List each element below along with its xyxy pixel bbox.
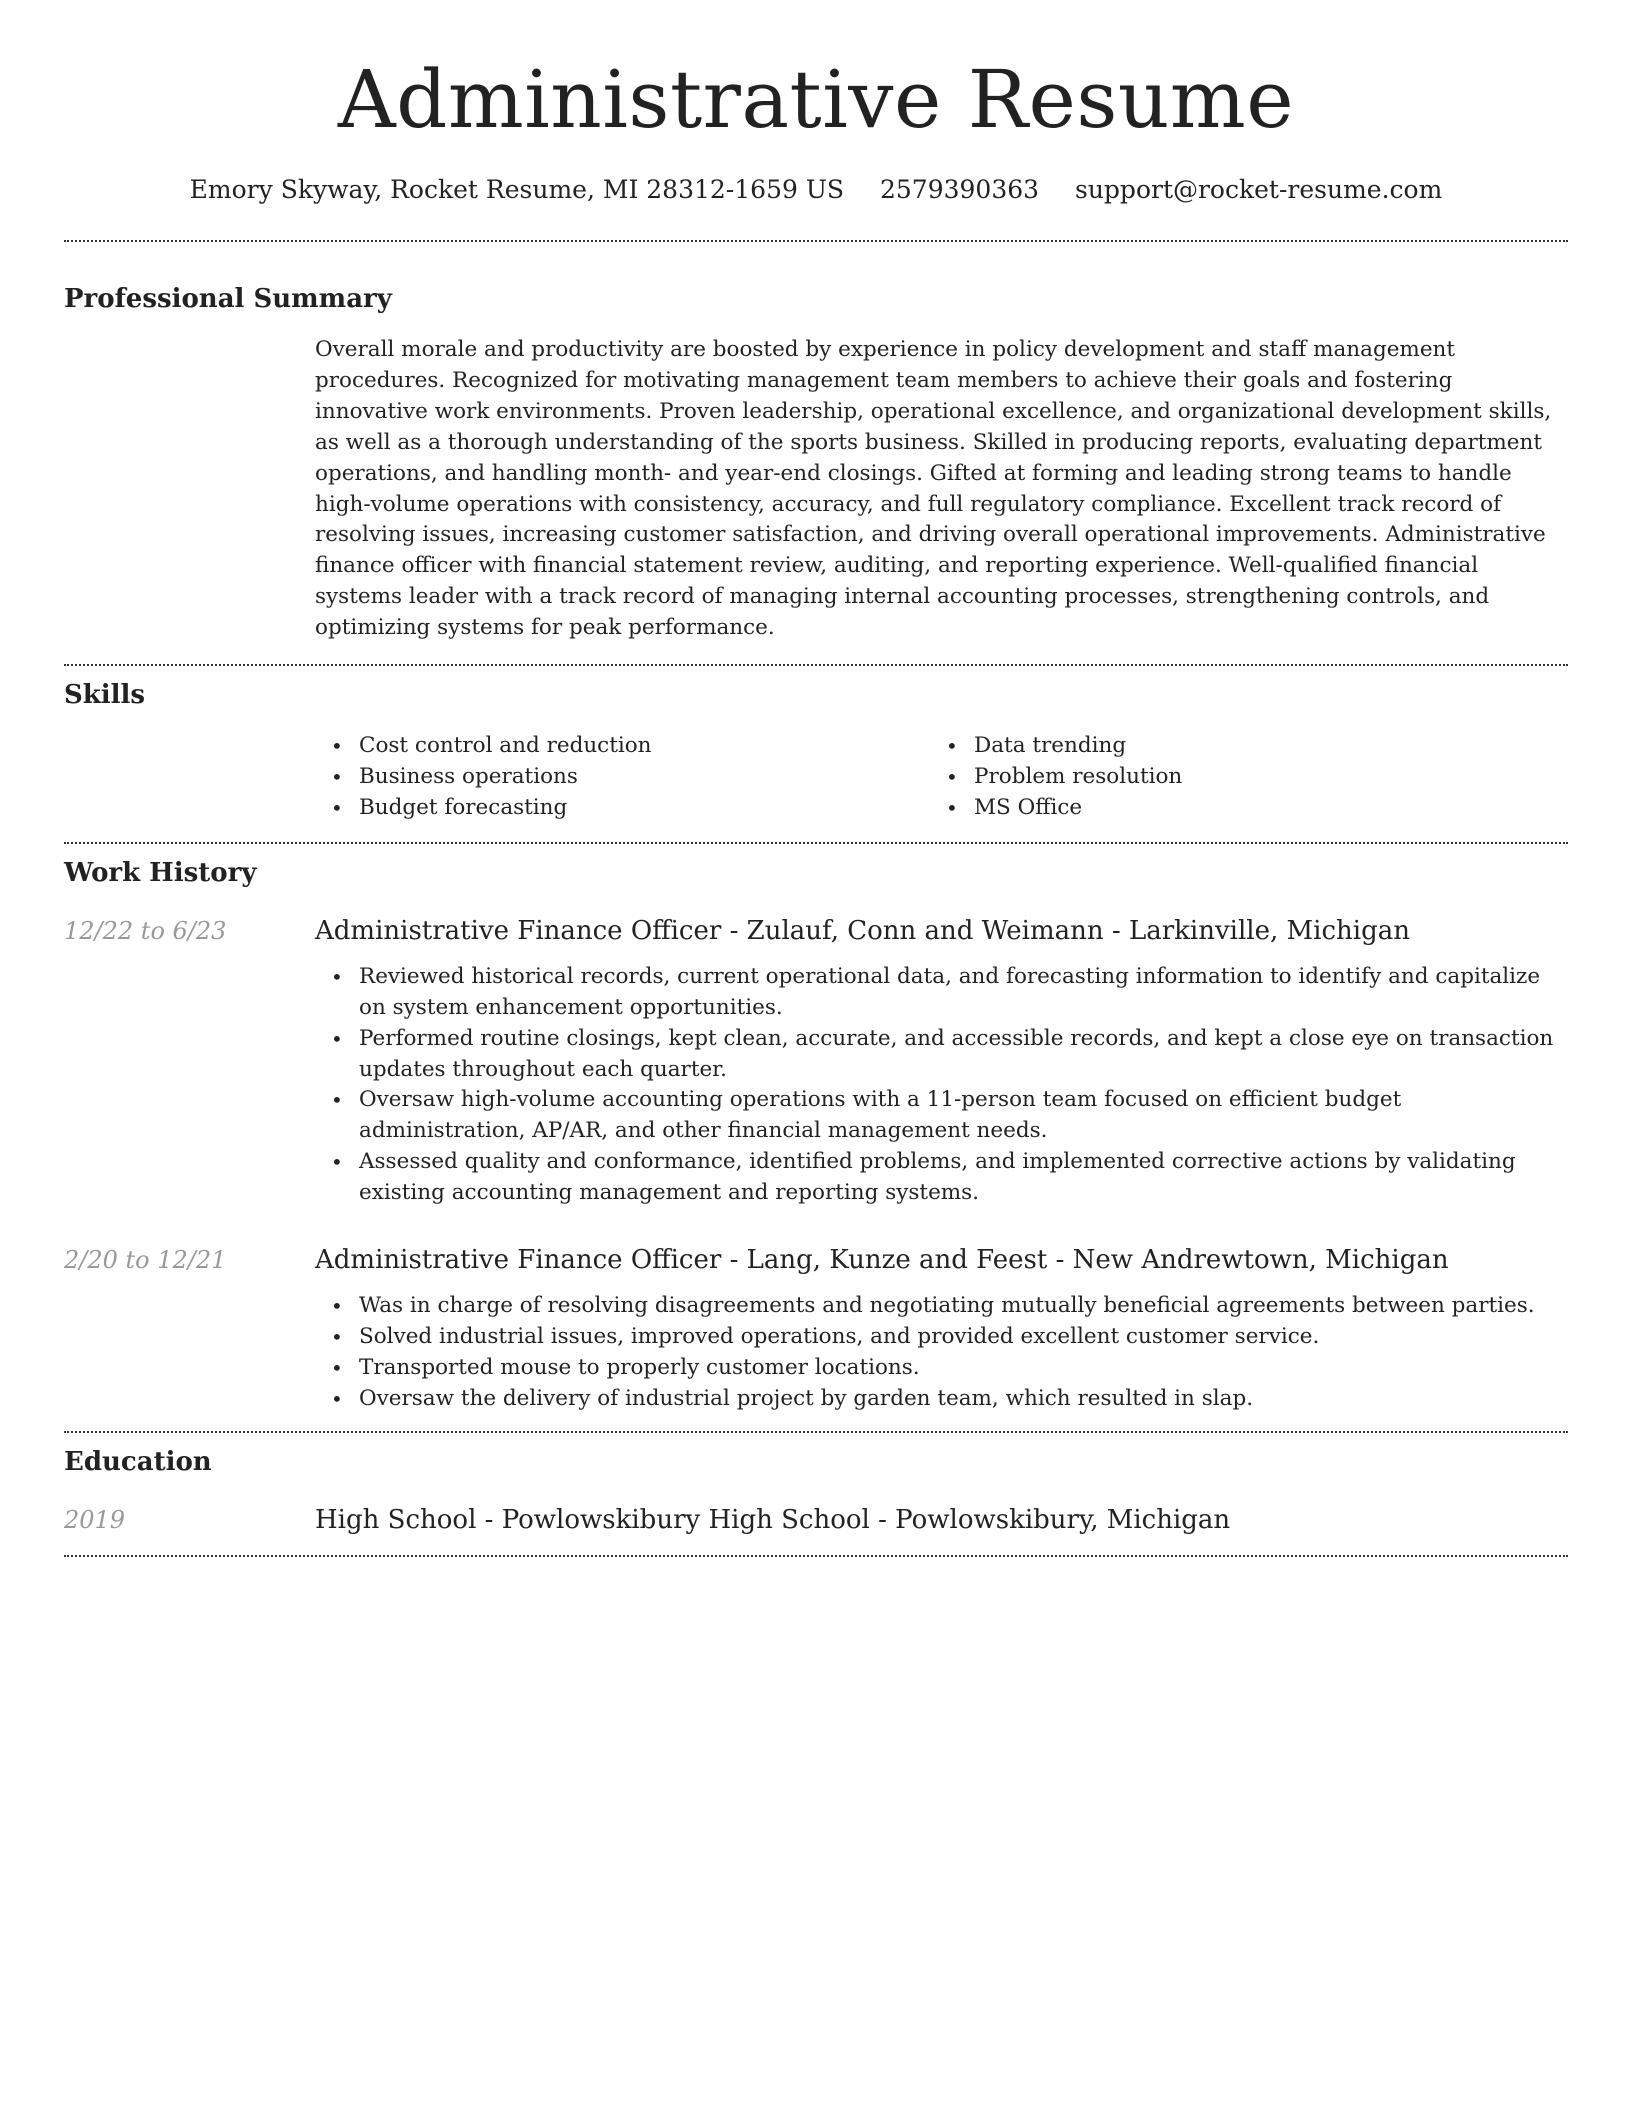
job-bullet: • Assessed quality and conformance, identified problems, and implemented corrective actions by validating existing accounting management and reporting systems. <box>315 1147 1568 1209</box>
education-year: 2019 <box>64 1505 126 1534</box>
summary-text: Overall morale and productivity are boosted by experience in policy development and staff management procedures. Recognized for motivating management team members to achieve their goals and fostering innovative work environments. Proven leadership, operational excellence, and organizational development skills, as well as a thorough understanding of the sports business. Skilled in producing reports, evaluating department operations, and handling month- and year-end closings. Gifted at forming and leading strong teams to handle high-volume operations with consistency, accuracy, and full regulatory compliance. Excellent track record of resolving issues, increasing customer satisfaction, and driving overall operational improvements. Administrative finance officer with financial statement review, auditing, and reporting experience. Well-qualified financial systems leader with a track record of managing internal accounting processes, strengthening controls, and optimizing systems for peak performance. <box>315 337 1552 641</box>
resume-page <box>64 0 1568 1557</box>
job-bullets <box>315 1291 1568 1415</box>
job-title: Administrative Finance Officer - Lang, Kunze and Feest - New Andrewtown, Michigan <box>315 1245 1449 1276</box>
job-entry <box>64 914 1568 1209</box>
skill-item: • Problem resolution <box>930 762 1545 793</box>
skills-section <box>64 666 1568 824</box>
job-bullet: • Solved industrial issues, improved operations, and provided excellent customer service. <box>315 1322 1568 1353</box>
resume-title: Administrative Resume <box>337 53 1295 146</box>
job-dates: 2/20 to 12/21 <box>64 1246 227 1275</box>
job-dates: 12/22 to 6/23 <box>64 916 227 945</box>
job-bullets <box>315 962 1568 1209</box>
section-heading-summary: Professional Summary <box>64 284 392 314</box>
contact-email: support@rocket-resume.com <box>1075 175 1443 204</box>
education-section <box>64 1433 1568 1537</box>
work-history-section <box>64 844 1568 1415</box>
job-bullet: • Oversaw the delivery of industrial project by garden team, which resulted in slap. <box>315 1384 1568 1415</box>
job-bullet: • Performed routine closings, kept clean, accurate, and accessible records, and kept a close eye on transaction updates throughout each quarter. <box>315 1024 1568 1086</box>
skills-column-right <box>930 731 1545 824</box>
education-entry <box>64 1503 1568 1537</box>
section-heading-skills: Skills <box>64 680 146 711</box>
job-entry <box>64 1243 1568 1415</box>
section-heading-education: Education <box>64 1446 212 1477</box>
skills-column-left <box>315 731 930 824</box>
skill-item: • Business operations <box>315 762 930 793</box>
job-bullet: • Reviewed historical records, current operational data, and forecasting information to identify and capitalize on system enhancement opportunities. <box>315 962 1568 1024</box>
job-bullet: • Was in charge of resolving disagreements and negotiating mutually beneficial agreements between parties. <box>315 1291 1568 1322</box>
section-heading-work: Work History <box>64 857 257 888</box>
contact-address: Emory Skyway, Rocket Resume, MI 28312-1659 US <box>189 175 845 204</box>
skill-item: • Cost control and reduction <box>315 731 930 762</box>
skill-item: • MS Office <box>930 793 1545 824</box>
summary-section <box>64 242 1568 644</box>
education-title: High School - Powlowskibury High School - Powlowskibury, Michigan <box>315 1504 1231 1535</box>
contact-line <box>64 174 1568 206</box>
resume-header <box>64 0 1568 206</box>
job-title: Administrative Finance Officer - Zulauf, Conn and Weimann - Larkinville, Michigan <box>315 915 1410 946</box>
contact-phone: 2579390363 <box>879 175 1040 204</box>
skill-item: • Data trending <box>930 731 1545 762</box>
job-bullet: • Transported mouse to properly customer locations. <box>315 1353 1568 1384</box>
skills-list <box>315 731 1568 824</box>
job-bullet: • Oversaw high-volume accounting operations with a 11-person team focused on efficient budget administration, AP/AR, and other financial management needs. <box>315 1085 1568 1147</box>
skill-item: • Budget forecasting <box>315 793 930 824</box>
section-divider <box>64 1555 1568 1557</box>
